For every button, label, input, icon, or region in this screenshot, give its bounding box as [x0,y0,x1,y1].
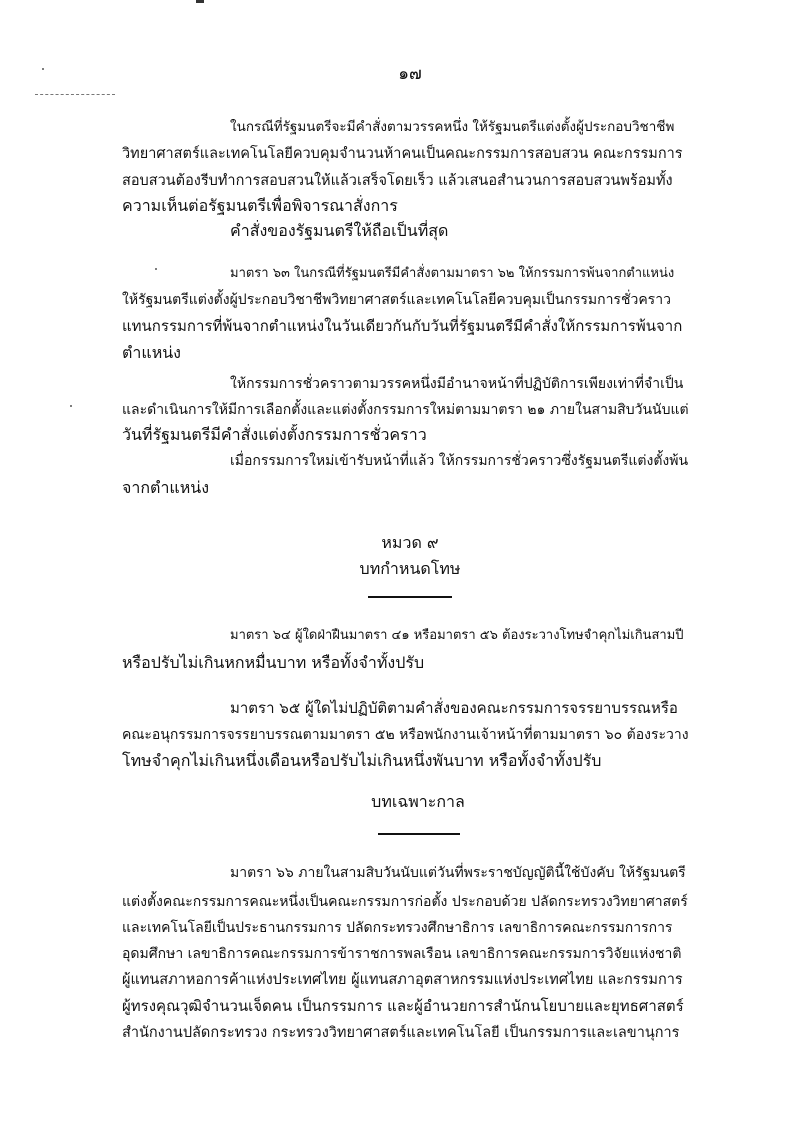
text-line: และดำเนินการให้มีการเลือกตั้งและแต่งตั้งกรรมการใหม่ตามมาตรา ๒๑ ภายในสามสิบวันนับแต่ [122,402,689,418]
text-line: จากตำแหน่ง [122,478,210,497]
text-line: และเทคโนโลยีเป็นประธานกรรมการ ปลัดกระทรวงศึกษาธิการ เลขาธิการคณะกรรมการการ [122,920,673,936]
section-64-line: มาตรา ๖๔ ผู้ใดฝ่าฝืนมาตรา ๔๑ หรือมาตรา ๕๖ ต้องระวางโทษจำคุกไม่เกินสามปี [230,628,684,643]
text-line: ผู้ทรงคุณวุฒิจำนวนเจ็ดคน เป็นกรรมการ และผู้อำนวยการสำนักนโยบายและยุทธศาสตร์ [122,997,684,1015]
text-line: โทษจำคุกไม่เกินหนึ่งเดือนหรือปรับไม่เกินหนึ่งพันบาท หรือทั้งจำทั้งปรับ [122,751,602,770]
section-63-line: มาตรา ๖๓ ในกรณีที่รัฐมนตรีมีคำสั่งตามมาตรา ๖๒ ให้กรรมการพ้นจากตำแหน่ง [230,266,675,281]
text-line: วันที่รัฐมนตรีมีคำสั่งแต่งตั้งกรรมการชั่วคราว [122,425,427,444]
text-line: สำนักงานปลัดกระทรวง กระทรวงวิทยาศาสตร์และเทคโนโลยี เป็นกรรมการและเลขานุการ [122,1025,680,1041]
text-line: คณะอนุกรรมการจรรยาบรรณตามมาตรา ๕๒ หรือพนักงานเจ้าหน้าที่ตามมาตรา ๖๐ ต้องระวาง [122,727,689,743]
text-line: เมื่อกรรมการใหม่เข้ารับหน้าที่แล้ว ให้กรรมการชั่วคราวซึ่งรัฐมนตรีแต่งตั้งพ้น [230,453,689,469]
scan-mark [155,268,157,270]
chapter-title: บทกำหนดโทษ [359,559,461,578]
text-line: วิทยาศาสตร์และเทคโนโลยีควบคุมจำนวนห้าคนเป็นคณะกรรมการสอบสวน คณะกรรมการ [122,146,683,162]
scan-mark [196,0,204,3]
text-line: ตำแหน่ง [122,343,181,362]
scan-mark [42,68,44,70]
text-line: หรือปรับไม่เกินหกหมื่นบาท หรือทั้งจำทั้งปรับ [122,653,425,672]
text-line: อุดมศึกษา เลขาธิการคณะกรรมการข้าราชการพลเรือน เลขาธิการคณะกรรมการวิจัยแห่งชาติ [122,946,682,962]
text-line: ในกรณีที่รัฐมนตรีจะมีคำสั่งตามวรรคหนึ่ง ให้รัฐมนตรีแต่งตั้งผู้ประกอบวิชาชีพ [230,119,675,135]
heading-underline [368,596,452,598]
heading-underline [378,833,460,835]
text-line: ให้กรรมการชั่วคราวตามวรรคหนึ่งมีอำนาจหน้าที่ปฏิบัติการเพียงเท่าที่จำเป็น [230,376,684,392]
text-line: แต่งตั้งคณะกรรมการคณะหนึ่งเป็นคณะกรรมการก่อตั้ง ประกอบด้วย ปลัดกระทรวงวิทยาศาสตร์ [122,894,688,910]
scan-mark [70,405,72,407]
text-line: คำสั่งของรัฐมนตรีให้ถือเป็นที่สุด [230,221,449,240]
text-line: ให้รัฐมนตรีแต่งตั้งผู้ประกอบวิชาชีพวิทยาศาสตร์และเทคโนโลยีควบคุมเป็นกรรมการชั่วคราว [122,292,671,308]
scan-mark [35,94,115,95]
chapter-number: หมวด ๙ [381,533,439,552]
page-number: ๑๗ [398,64,422,84]
transitional-title: บทเฉพาะกาล [371,792,465,811]
text-line: ผู้แทนสภาหอการค้าแห่งประเทศไทย ผู้แทนสภาอุตสาหกรรมแห่งประเทศไทย และกรรมการ [122,972,683,988]
text-line: แทนกรรมการที่พ้นจากตำแหน่งในวันเดียวกันกับวันที่รัฐมนตรีมีคำสั่งให้กรรมการพ้นจาก [122,317,683,335]
section-65-line: มาตรา ๖๕ ผู้ใดไม่ปฏิบัติตามคำสั่งของคณะกรรมการจรรยาบรรณหรือ [230,699,678,717]
section-66-line: มาตรา ๖๖ ภายในสามสิบวันนับแต่วันที่พระราชบัญญัตินี้ใช้บังคับ ให้รัฐมนตรี [230,865,686,881]
text-line: สอบสวนต้องรีบทำการสอบสวนให้แล้วเสร็จโดยเร็ว แล้วเสนอสำนวนการสอบสวนพร้อมทั้ง [122,173,673,189]
text-line: ความเห็นต่อรัฐมนตรีเพื่อพิจารณาสั่งการ [122,196,398,215]
